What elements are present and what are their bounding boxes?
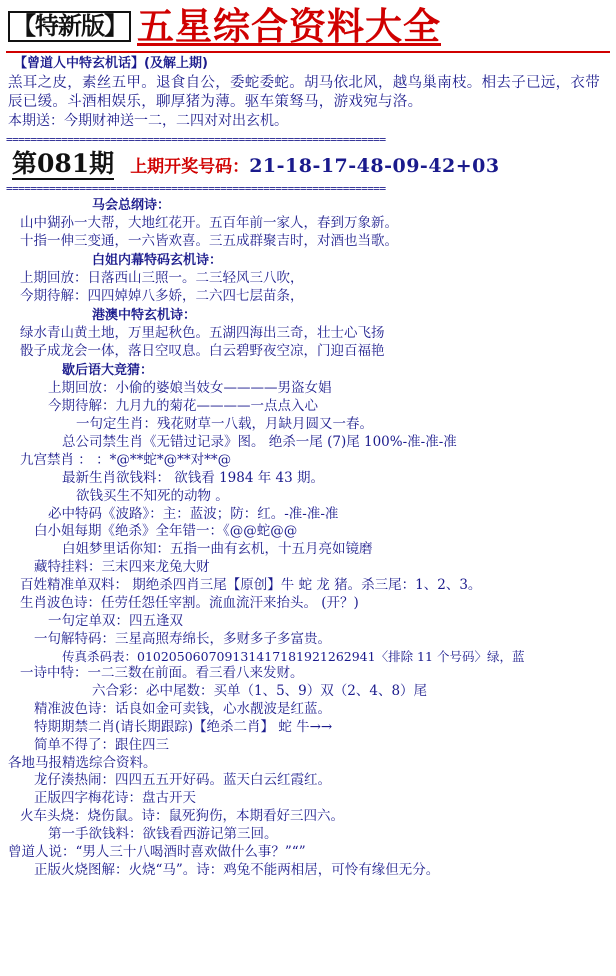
draw-label: 上期开奖号码： bbox=[130, 156, 250, 177]
intro-subheading: 【曾道人中特玄机话】(及解上期) bbox=[14, 55, 208, 71]
section-line: 生肖波色诗：任劳任怨任宰割。流血流汗来抬头。 (开？) bbox=[20, 594, 359, 611]
section-line: 一句解特码：三星高照寿绵长，多财多子多富贵。 bbox=[34, 630, 331, 647]
section-line: 白姐梦里话你知：五指一曲有玄机，十五月亮如镜磨 bbox=[62, 541, 373, 558]
section-line: 一句定生肖：残花财草一八载，月缺月圆又一春。 bbox=[76, 416, 373, 433]
section-line: 一诗中特：一二三数在前面。看三看八来发财。 bbox=[20, 665, 304, 682]
section-line: 正版火烧图解：火烧“马”。诗：鸡兔不能两相居，可怜有缘但无分。 bbox=[34, 861, 440, 878]
section-line: 上期回放：日落西山三照一。二三轻风三八吹， bbox=[20, 270, 304, 287]
section-line: 十指一伸三变通，一六皆欢喜。三五成群聚吉时，对酒也当歌。 bbox=[20, 233, 398, 250]
section-line: 总公司禁生肖《无错过记录》图。 绝杀一尾 (7)尾 100%-准-准-准 bbox=[62, 434, 457, 451]
section-baijie bbox=[6, 253, 610, 305]
section-line: 正版四字梅花诗：盘古开天 bbox=[34, 790, 196, 807]
section-line: 一句定单双：四五逢双 bbox=[48, 612, 183, 629]
issue-bar bbox=[12, 150, 610, 181]
section-zonggang bbox=[6, 198, 610, 250]
section-title-xiehouyu: 歇后语大竞猜： bbox=[62, 363, 154, 379]
intro-line-2: 辰已缓。斗酒相娱乐，聊厚猪为薄。驱车策驽马，游戏宛与洛。 bbox=[8, 94, 423, 111]
section-line: 绿水青山黄土地，万里起秋色。五湖四海出三奇，壮士心飞扬 bbox=[20, 325, 385, 342]
section-line: 百姓精准单双料： 期绝杀四肖三尾【原创】牛 蛇 龙 猪。杀三尾：1、2、3。 bbox=[20, 577, 482, 594]
intro-note: 本期送：今期财神送一二，二四对对出玄机。 bbox=[8, 113, 288, 130]
section-line: 传真杀码表：010205060709131417181921262941〈排除 11 个号码〉绿，蓝 bbox=[62, 648, 525, 664]
section-line: 九宫禁肖 ： ：*@**蛇*@**对**@ bbox=[20, 451, 232, 468]
section-line: 欲钱买生不知死的动物 。 bbox=[76, 487, 229, 504]
section-line: 第一手欲钱料：欲钱看西游记第三回。 bbox=[48, 826, 278, 843]
edition-badge: 【特新版】 bbox=[8, 11, 131, 42]
page-title: 五星综合资料大全 bbox=[137, 4, 441, 48]
section-line: 龙仔湊热闹：四四五五开好码。蓝天白云红霞红。 bbox=[34, 772, 331, 789]
section-line: 各地马报精选综合资料。 bbox=[8, 754, 157, 771]
section-line: 山中猢孙一大帮，大地红花开。五百年前一家人，春到万象新。 bbox=[20, 215, 398, 232]
section-line: 六合彩：必中尾数：买单（1、5、9）双（2、4、8）尾 bbox=[92, 683, 428, 700]
draw-result bbox=[130, 155, 499, 179]
section-line: 今期待解：四四婥婥八多娇，二六四七层苗条， bbox=[20, 288, 304, 305]
issue-number: 第081期 bbox=[12, 150, 114, 181]
masthead bbox=[6, 4, 610, 49]
masthead-rule bbox=[6, 51, 610, 53]
section-xiehouyu bbox=[6, 363, 610, 879]
section-line: 必中特码《波路》：主：蓝波；防：红。-准-准-准 bbox=[48, 505, 339, 522]
section-line: 白小姐每期《绝杀》全年错一：《@@蛇@@ bbox=[34, 523, 298, 540]
section-title-zonggang: 马会总纲诗： bbox=[92, 198, 171, 214]
divider-top: ============================================================== bbox=[6, 132, 386, 146]
divider-mid: ============================================================== bbox=[6, 182, 386, 196]
section-line: 今期待解：九月九的菊花————一点点入心 bbox=[48, 398, 318, 415]
section-line: 特期期禁二肖(请长期跟踪)【绝杀二肖】 蛇 牛→→ bbox=[34, 718, 333, 735]
draw-numbers: 21-18-17-48-09-42+03 bbox=[249, 154, 500, 177]
section-gangao bbox=[6, 308, 610, 360]
section-line: 藏特挂料：三末四来龙兔大财 bbox=[34, 559, 210, 576]
section-line: 骰子成龙会一体，落日空叹息。白云碧野夜空凉，门迎百福艳 bbox=[20, 343, 385, 360]
section-line: 最新生肖欲钱料： 欲钱看 1984 年 43 期。 bbox=[62, 469, 324, 486]
section-line: 简单不得了：跟住四三 bbox=[34, 736, 169, 753]
intro-line-1: 羔耳之皮，素丝五甲。退食自公，委蛇委蛇。胡马依北风，越鸟巢南枝。相去子已远，衣带 bbox=[8, 74, 600, 91]
section-line: 火车头烧：烧伤鼠。诗：鼠死狗伤，本期看好三四六。 bbox=[20, 808, 344, 825]
section-line: 上期回放：小偷的婆娘当妓女————男盗女娼 bbox=[48, 380, 332, 397]
section-title-gangao: 港澳中特玄机诗： bbox=[92, 308, 197, 324]
section-line: 精准波色诗：话良如金可卖钱，心水靓波是红蓝。 bbox=[34, 700, 331, 717]
section-line: 曾道人说：“男人三十八喝酒时喜欢做什么事？”“” bbox=[8, 843, 306, 860]
section-title-baijie: 白姐内幕特码玄机诗： bbox=[92, 253, 223, 269]
